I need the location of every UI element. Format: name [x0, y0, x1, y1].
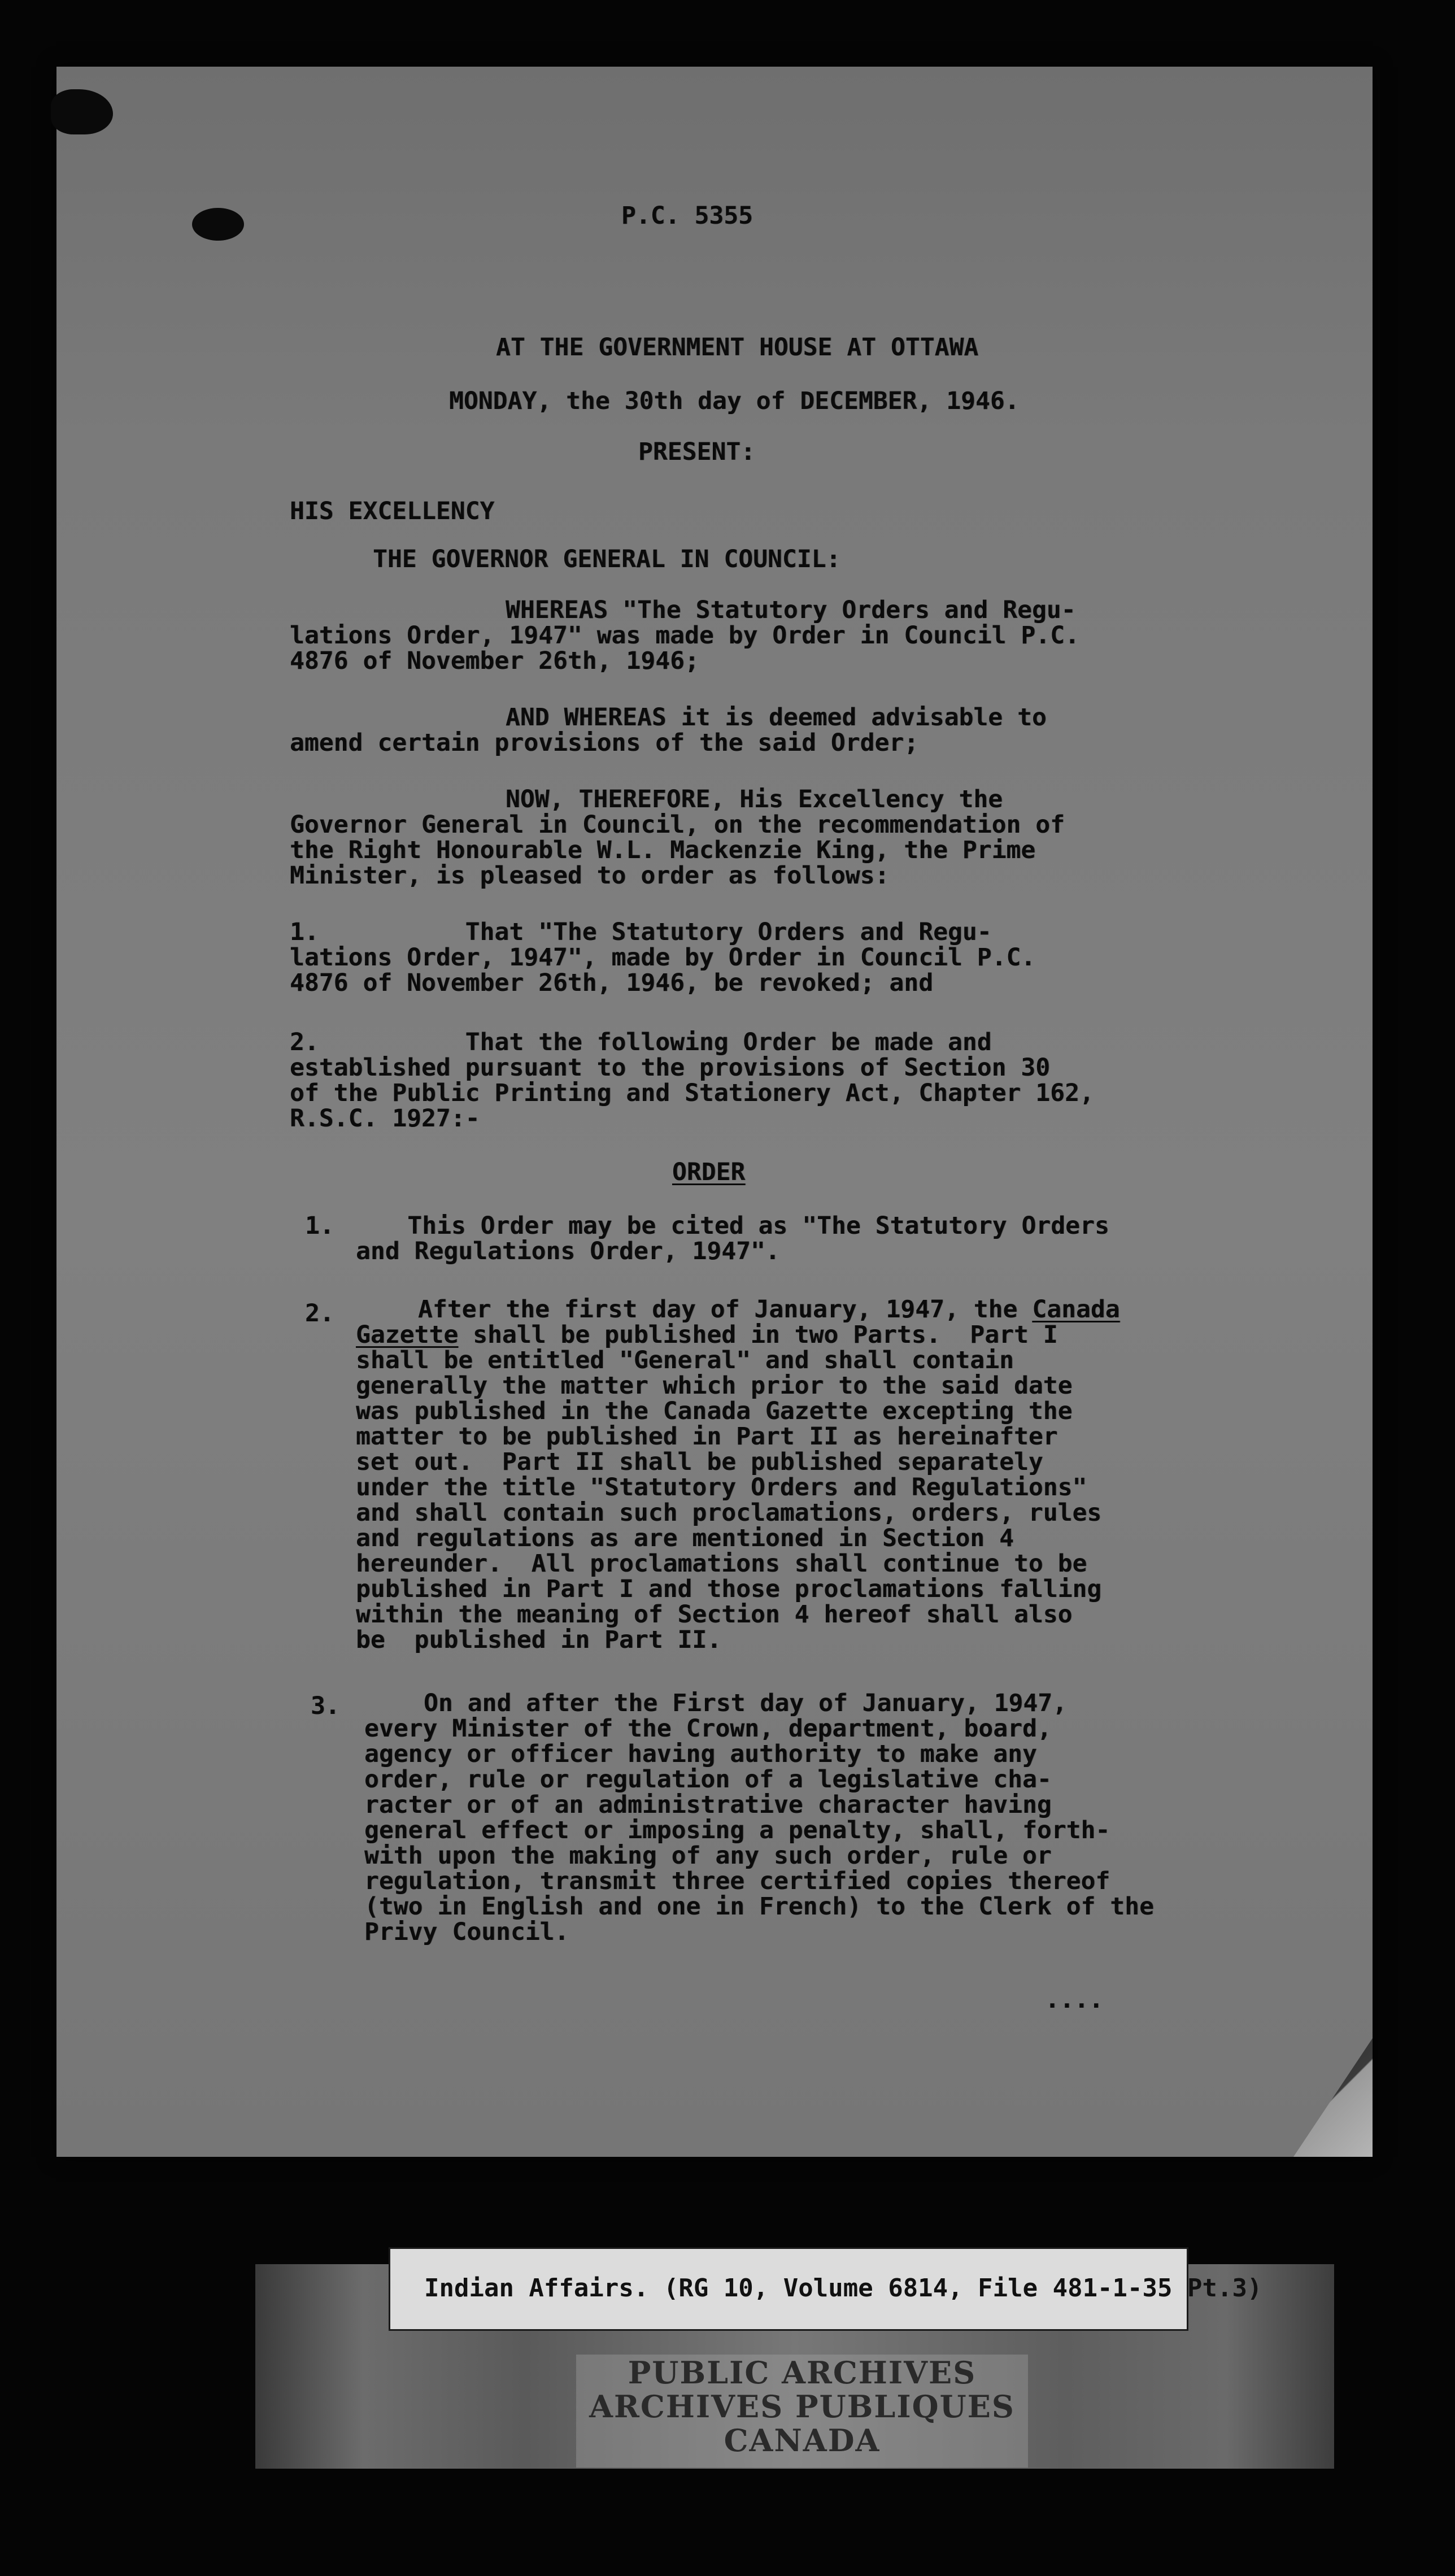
section-3-line: regulation, transmit three certified copies thereof [364, 1867, 1110, 1895]
section-2-line: was published in the Canada Gazette excepting the [356, 1397, 1073, 1425]
canada-gazette-title: Gazette [356, 1321, 459, 1349]
continuation-dots: .... [1045, 1986, 1104, 2014]
section-2-number: 2. [305, 1299, 334, 1328]
section-2-line: and shall contain such proclamations, orders, rules [356, 1499, 1102, 1527]
torn-corner [51, 89, 113, 134]
section-2-rest: shall be published in two Parts. Part I [458, 1321, 1058, 1349]
date-line: MONDAY, the 30th day of DECEMBER, 1946. [449, 387, 1020, 415]
archive-caption-box [389, 2247, 1262, 2331]
section-3-line: agency or officer having authority to make any [364, 1740, 1037, 1768]
section-2-line: be published in Part II. [356, 1626, 722, 1654]
section-3-line: racter or of an administrative character having [364, 1791, 1052, 1819]
section-3-line: (two in English and one in French) to the Clerk of the [364, 1892, 1154, 1921]
his-excellency: HIS EXCELLENCY [290, 497, 495, 525]
section-2-line: under the title "Statutory Orders and Regulations" [356, 1473, 1087, 1502]
item-1-line: lations Order, 1947", made by Order in Council P.C. [290, 943, 1036, 972]
location-heading: AT THE GOVERNMENT HOUSE AT OTTAWA [496, 333, 979, 362]
item-2-line: R.S.C. 1927:- [290, 1104, 480, 1133]
section-3-number: 3. [311, 1692, 340, 1720]
section-2-lead: After the first day of January, 1947, the [418, 1295, 1033, 1324]
item-2-line: established pursuant to the provisions of Section 30 [290, 1054, 1051, 1082]
canada-gazette-title: Canada [1032, 1295, 1120, 1324]
preamble-line: NOW, THEREFORE, His Excellency the [506, 785, 1003, 813]
section-1-line: 1. This Order may be cited as "The Statutory Orders [305, 1212, 1109, 1240]
preamble-line: WHEREAS "The Statutory Orders and Regu- [506, 596, 1076, 624]
item-1-line: 4876 of November 26th, 1946, be revoked; and [290, 969, 934, 997]
governor-general: THE GOVERNOR GENERAL IN COUNCIL: [373, 545, 841, 573]
archive-stamp [576, 2355, 1028, 2468]
stamp-line: PUBLIC ARCHIVES [628, 2355, 977, 2391]
item-1-line: 1. That "The Statutory Orders and Regu- [290, 918, 992, 946]
section-2-line: published in Part I and those proclamations falling [356, 1575, 1102, 1603]
section-2-line: and regulations as are mentioned in Section 4 [356, 1524, 1014, 1552]
punch-hole [192, 208, 244, 241]
stamp-line: ARCHIVES PUBLIQUES [589, 2388, 1015, 2425]
section-3-line: general effect or imposing a penalty, shall, forth- [364, 1816, 1110, 1844]
present-heading: PRESENT: [638, 438, 756, 466]
page-corner-fold [1293, 2038, 1373, 2157]
preamble-line: Minister, is pleased to order as follows: [290, 861, 890, 890]
order-number: P.C. 5355 [621, 202, 753, 230]
section-3-line: On and after the First day of January, 1947, [424, 1689, 1068, 1717]
section-2-line [356, 1322, 1058, 1347]
item-2-line: of the Public Printing and Stationery Act, Chapter 162, [290, 1079, 1094, 1107]
section-3-line: Privy Council. [364, 1918, 569, 1946]
section-2-line: within the meaning of Section 4 hereof shall also [356, 1600, 1073, 1629]
order-heading: ORDER [672, 1158, 746, 1186]
section-2-line: hereunder. All proclamations shall continue to be [356, 1550, 1087, 1578]
preamble-line: amend certain provisions of the said Order; [290, 729, 919, 757]
section-1-line: and Regulations Order, 1947". [356, 1237, 780, 1265]
section-2-line: set out. Part II shall be published separately [356, 1448, 1043, 1476]
preamble-line: Governor General in Council, on the recommendation of [290, 811, 1065, 839]
preamble-line: lations Order, 1947" was made by Order in Council P.C. [290, 621, 1079, 650]
preamble-line: the Right Honourable W.L. Mackenzie King, the Prime [290, 836, 1036, 864]
section-3-line: order, rule or regulation of a legislative cha- [364, 1765, 1052, 1794]
section-2-line [418, 1297, 1120, 1322]
archive-caption: Indian Affairs. (RG 10, Volume 6814, File 481-1-35 Pt.3) [424, 2274, 1262, 2303]
section-2-line: shall be entitled "General" and shall contain [356, 1346, 1014, 1374]
section-2-line: matter to be published in Part II as hereinafter [356, 1422, 1058, 1451]
section-3-line: every Minister of the Crown, department, board, [364, 1715, 1052, 1743]
item-2-line: 2. That the following Order be made and [290, 1028, 992, 1056]
document-page [56, 67, 1373, 2157]
section-2-line: generally the matter which prior to the said date [356, 1372, 1073, 1400]
stamp-line: CANADA [724, 2422, 881, 2458]
section-3-line: with upon the making of any such order, rule or [364, 1842, 1052, 1870]
preamble-line: 4876 of November 26th, 1946; [290, 647, 699, 675]
preamble-line: AND WHEREAS it is deemed advisable to [506, 703, 1047, 732]
